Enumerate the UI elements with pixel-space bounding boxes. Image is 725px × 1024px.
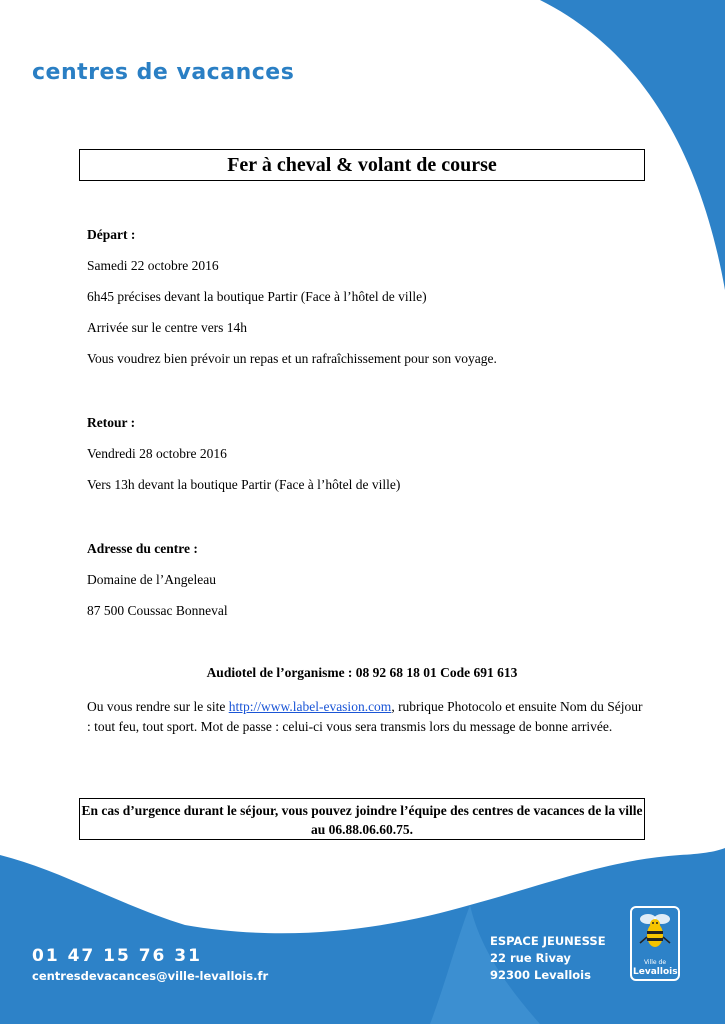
site-paragraph bbox=[87, 697, 647, 737]
levallois-logo bbox=[630, 906, 680, 981]
retour-line: Vers 13h devant la boutique Partir (Face à l’hôtel de ville) bbox=[87, 477, 401, 492]
adresse-line: Domaine de l’Angeleau bbox=[87, 572, 216, 587]
page-title: Fer à cheval & volant de course bbox=[79, 149, 645, 181]
site-link[interactable]: http://www.label-evasion.com bbox=[228, 699, 392, 714]
logo-big-text: Levallois bbox=[633, 967, 678, 977]
depart-line: 6h45 précises devant la boutique Partir (Face à l’hôtel de ville) bbox=[87, 289, 427, 304]
address-line: 92300 Levallois bbox=[490, 968, 591, 982]
urgence-box: En cas d’urgence durant le séjour, vous pouvez joindre l’équipe des centres de vacances de la ville au 06.88.06.60.75. bbox=[79, 798, 645, 840]
retour-line: Vendredi 28 octobre 2016 bbox=[87, 446, 227, 461]
audiotel-info: Audiotel de l’organisme : 08 92 68 18 01 Code 691 613 bbox=[206, 665, 518, 680]
adresse-section bbox=[87, 540, 647, 633]
footer-email: centresdevacances@ville-levallois.fr bbox=[32, 969, 269, 983]
adresse-heading: Adresse du centre : bbox=[87, 541, 198, 556]
brand-title: centres de vacances bbox=[32, 60, 295, 85]
address-line: ESPACE JEUNESSE bbox=[490, 934, 606, 948]
site-text-before: Ou vous rendre sur le site bbox=[87, 699, 229, 714]
retour-heading: Retour : bbox=[87, 415, 136, 430]
footer-phone: 01 47 15 76 31 bbox=[32, 946, 202, 966]
depart-section bbox=[87, 226, 647, 381]
depart-line: Samedi 22 octobre 2016 bbox=[87, 258, 219, 273]
adresse-line: 87 500 Coussac Bonneval bbox=[87, 603, 228, 618]
footer-address bbox=[490, 933, 606, 984]
logo-small-text: Ville de bbox=[643, 959, 667, 966]
depart-heading: Départ : bbox=[87, 227, 136, 242]
depart-line: Arrivée sur le centre vers 14h bbox=[87, 320, 248, 335]
retour-section bbox=[87, 414, 647, 507]
site-text-after: , rubrique Photocolo et ensuite Nom du Séjour : tout feu, tout sport. Mot de passe : celui-ci vous sera transmis lors du message de bonne arrivée. bbox=[87, 699, 643, 734]
address-line: 22 rue Rivay bbox=[490, 951, 571, 965]
bee-icon bbox=[635, 911, 675, 955]
depart-line: Vous voudrez bien prévoir un repas et un rafraîchissement pour son voyage. bbox=[87, 351, 497, 366]
